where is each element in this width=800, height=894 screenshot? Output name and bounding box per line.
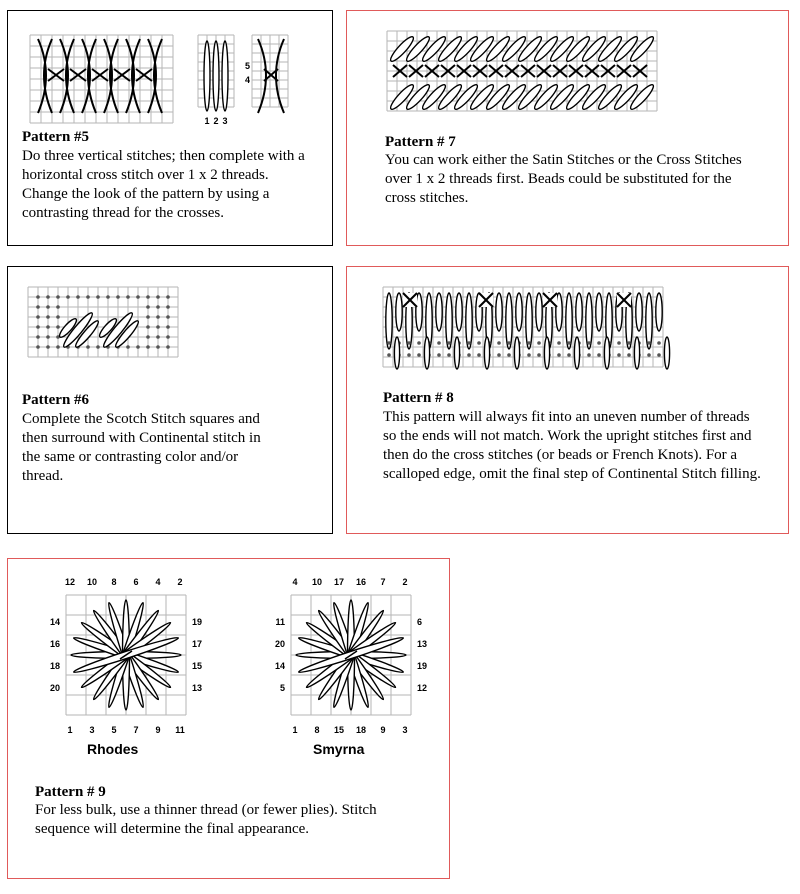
bottom-number-label: 3	[402, 725, 408, 735]
upright-stitch	[516, 293, 522, 331]
hole-dot	[627, 353, 631, 357]
hole-dot	[447, 353, 451, 357]
hole-dot	[497, 353, 501, 357]
hole-dot	[597, 341, 601, 345]
hole-dot	[126, 345, 130, 349]
upright-stitch	[636, 293, 642, 331]
upright-stitch	[466, 293, 472, 349]
hole-dot	[36, 305, 40, 309]
hole-dot	[56, 305, 60, 309]
hole-dot	[56, 315, 60, 319]
thread-number-label: 4	[244, 75, 250, 85]
pattern-7-card	[346, 10, 789, 246]
continental-stitch	[634, 337, 639, 369]
pattern-6-text: Complete the Scotch Stitch squares and then surround with Continental stitch in the same or contrasting color and/or thread.	[22, 411, 261, 484]
hole-dot	[136, 295, 140, 299]
hole-dot	[567, 353, 571, 357]
top-number-label: 8	[111, 577, 117, 587]
hole-dot	[36, 345, 40, 349]
upright-stitch	[536, 293, 542, 331]
vertical-stitch	[222, 41, 228, 111]
hole-dot	[537, 341, 541, 345]
bottom-number-label: 1	[292, 725, 298, 735]
hole-dot	[417, 341, 421, 345]
thread-number-label: 2	[213, 116, 219, 126]
upright-stitch	[496, 293, 502, 331]
hole-dot	[36, 315, 40, 319]
hole-dot	[507, 341, 511, 345]
hole-dot	[156, 345, 160, 349]
hole-dot	[86, 345, 90, 349]
upright-stitch	[436, 293, 442, 331]
bottom-number-label: 9	[155, 725, 161, 735]
left-number-label: 14	[49, 617, 60, 627]
hole-dot	[56, 325, 60, 329]
thread-number-label: 1	[204, 116, 210, 126]
hole-dot	[407, 353, 411, 357]
hole-dot	[166, 345, 170, 349]
hole-dot	[166, 295, 170, 299]
hole-dot	[66, 295, 70, 299]
hole-dot	[647, 341, 651, 345]
continental-stitch	[514, 337, 519, 369]
top-number-label: 6	[133, 577, 139, 587]
continental-stitch	[604, 337, 609, 369]
left-number-label: 11	[275, 617, 285, 627]
pattern-9-text: For less bulk, use a thinner thread (or fewer plies). Stitch sequence will determine the final appearance.	[35, 802, 377, 837]
top-number-label: 4	[155, 577, 161, 587]
hole-dot	[76, 295, 80, 299]
hole-dot	[437, 353, 441, 357]
hole-dot	[46, 345, 50, 349]
bottom-number-label: 5	[111, 725, 117, 735]
continental-stitch	[574, 337, 579, 369]
hole-dot	[126, 295, 130, 299]
bottom-number-label: 11	[175, 725, 185, 735]
hole-dot	[146, 295, 150, 299]
hole-dot	[166, 335, 170, 339]
hole-dot	[166, 325, 170, 329]
top-number-label: 2	[402, 577, 408, 587]
upright-stitch	[456, 293, 462, 331]
bottom-number-label: 3	[89, 725, 95, 735]
pattern-6-chart	[28, 287, 183, 362]
hole-dot	[136, 345, 140, 349]
hole-dot	[387, 341, 391, 345]
continental-stitch	[484, 337, 489, 369]
upright-stitch	[386, 293, 392, 349]
pattern-7-text: You can work either the Satin Stitches or the Cross Stitches over 1 x 2 threads first. Beads could be substituted for the cross stitches.	[385, 152, 742, 206]
top-number-label: 10	[311, 577, 323, 587]
hole-dot	[46, 305, 50, 309]
hole-dot	[146, 305, 150, 309]
hole-dot	[407, 341, 411, 345]
hole-dot	[497, 341, 501, 345]
pattern-8-title: Pattern # 8	[383, 390, 454, 406]
hole-dot	[387, 353, 391, 357]
upright-stitch	[586, 293, 592, 349]
pattern-5-chart	[30, 35, 290, 125]
bottom-number-label: 9	[380, 725, 386, 735]
left-number-label: 14	[274, 661, 285, 671]
top-number-label: 17	[333, 577, 345, 587]
hole-dot	[507, 353, 511, 357]
pattern-5-text: Do three vertical stitches; then complete with a horizontal cross stitch over 1 x 2 threads. Change the look of the pattern by using a contrasting thread for the crosses.	[22, 148, 305, 221]
upright-stitch	[506, 293, 512, 349]
hole-dot	[46, 325, 50, 329]
upright-stitch	[566, 293, 572, 349]
hole-dot	[36, 335, 40, 339]
bottom-number-label: 8	[314, 725, 320, 735]
pattern-9-card	[7, 558, 450, 879]
hole-dot	[617, 353, 621, 357]
hole-dot	[527, 353, 531, 357]
hole-dot	[467, 353, 471, 357]
pattern-6-title: Pattern #6	[22, 392, 90, 408]
hole-dot	[156, 325, 160, 329]
right-number-label: 19	[417, 661, 428, 671]
top-number-label: 16	[355, 577, 367, 587]
hole-dot	[146, 335, 150, 339]
hole-dot	[657, 353, 661, 357]
thread-number-label: 5	[244, 61, 250, 71]
smyrna-chart	[263, 573, 433, 733]
hole-dot	[587, 341, 591, 345]
hole-dot	[56, 345, 60, 349]
rhodes-caption: Rhodes	[87, 741, 139, 757]
top-number-label: 4	[292, 577, 298, 587]
left-number-label: 20	[274, 639, 285, 649]
vertical-stitch	[204, 41, 210, 111]
pattern-7-chart	[387, 31, 657, 113]
upright-stitch	[576, 293, 582, 331]
hole-dot	[587, 353, 591, 357]
bottom-number-label: 7	[133, 725, 139, 735]
bottom-number-label: 18	[355, 725, 367, 735]
left-number-label: 18	[49, 661, 60, 671]
hole-dot	[166, 305, 170, 309]
hole-dot	[146, 345, 150, 349]
right-number-label: 12	[417, 683, 428, 693]
hole-dot	[557, 341, 561, 345]
pattern-5-card	[7, 10, 333, 246]
hole-dot	[477, 353, 481, 357]
hole-dot	[627, 341, 631, 345]
hole-dot	[46, 315, 50, 319]
continental-stitch	[394, 337, 399, 369]
upright-stitch	[396, 293, 402, 331]
rhodes-chart	[38, 573, 208, 733]
hole-dot	[86, 295, 90, 299]
thread-number-label: 3	[222, 116, 228, 126]
continental-stitch	[664, 337, 669, 369]
vertical-stitch	[213, 41, 219, 111]
right-number-label: 17	[192, 639, 203, 649]
hole-dot	[146, 315, 150, 319]
right-number-label: 13	[192, 683, 203, 693]
pattern-9-title: Pattern # 9	[35, 784, 106, 800]
upright-stitch	[526, 293, 532, 349]
right-number-label: 6	[417, 617, 423, 627]
pattern-8-card	[346, 266, 789, 534]
right-number-label: 13	[417, 639, 428, 649]
hole-dot	[447, 341, 451, 345]
hole-dot	[46, 295, 50, 299]
hole-dot	[96, 295, 100, 299]
hole-dot	[597, 353, 601, 357]
top-number-label: 12	[64, 577, 76, 587]
hole-dot	[56, 295, 60, 299]
hole-dot	[46, 335, 50, 339]
continental-stitch	[424, 337, 429, 369]
hole-dot	[437, 341, 441, 345]
hole-dot	[557, 353, 561, 357]
pattern-8-chart	[383, 287, 673, 375]
pattern-5-title: Pattern #5	[22, 129, 90, 145]
hole-dot	[96, 345, 100, 349]
hole-dot	[477, 341, 481, 345]
hole-dot	[647, 353, 651, 357]
upright-stitch	[646, 293, 652, 349]
upright-stitch	[446, 293, 452, 349]
hole-dot	[417, 353, 421, 357]
pattern-8-text: This pattern will always fit into an uneven number of threads so the ends will not match. Work the upright stitches first and then do the cross stitches (or beads or French Knots). For a scalloped edge, omit the final step of Continental Stitch filling.	[383, 409, 761, 482]
hole-dot	[36, 325, 40, 329]
hole-dot	[617, 341, 621, 345]
upright-stitch	[596, 293, 602, 331]
hole-dot	[156, 335, 160, 339]
hole-dot	[657, 341, 661, 345]
left-number-label: 5	[279, 683, 285, 693]
left-number-label: 16	[49, 639, 60, 649]
continental-stitch	[454, 337, 459, 369]
right-number-label: 19	[192, 617, 203, 627]
top-number-label: 10	[86, 577, 98, 587]
curved-stitch	[276, 39, 284, 113]
continental-stitch	[544, 337, 549, 369]
hole-dot	[527, 341, 531, 345]
upright-stitch	[656, 293, 662, 331]
hole-dot	[156, 305, 160, 309]
top-number-label: 2	[177, 577, 183, 587]
left-number-label: 20	[49, 683, 60, 693]
right-number-label: 15	[192, 661, 203, 671]
top-number-label: 7	[380, 577, 386, 587]
hole-dot	[537, 353, 541, 357]
hole-dot	[116, 295, 120, 299]
bottom-number-label: 1	[67, 725, 73, 735]
hole-dot	[156, 315, 160, 319]
hole-dot	[156, 295, 160, 299]
bottom-number-label: 15	[333, 725, 345, 735]
hole-dot	[106, 295, 110, 299]
smyrna-caption: Smyrna	[313, 741, 365, 757]
hole-dot	[467, 341, 471, 345]
pattern-7-title: Pattern # 7	[385, 134, 456, 150]
hole-dot	[166, 315, 170, 319]
curved-stitch	[258, 39, 266, 113]
hole-dot	[146, 325, 150, 329]
hole-dot	[36, 295, 40, 299]
hole-dot	[567, 341, 571, 345]
pattern-6-card	[7, 266, 333, 534]
